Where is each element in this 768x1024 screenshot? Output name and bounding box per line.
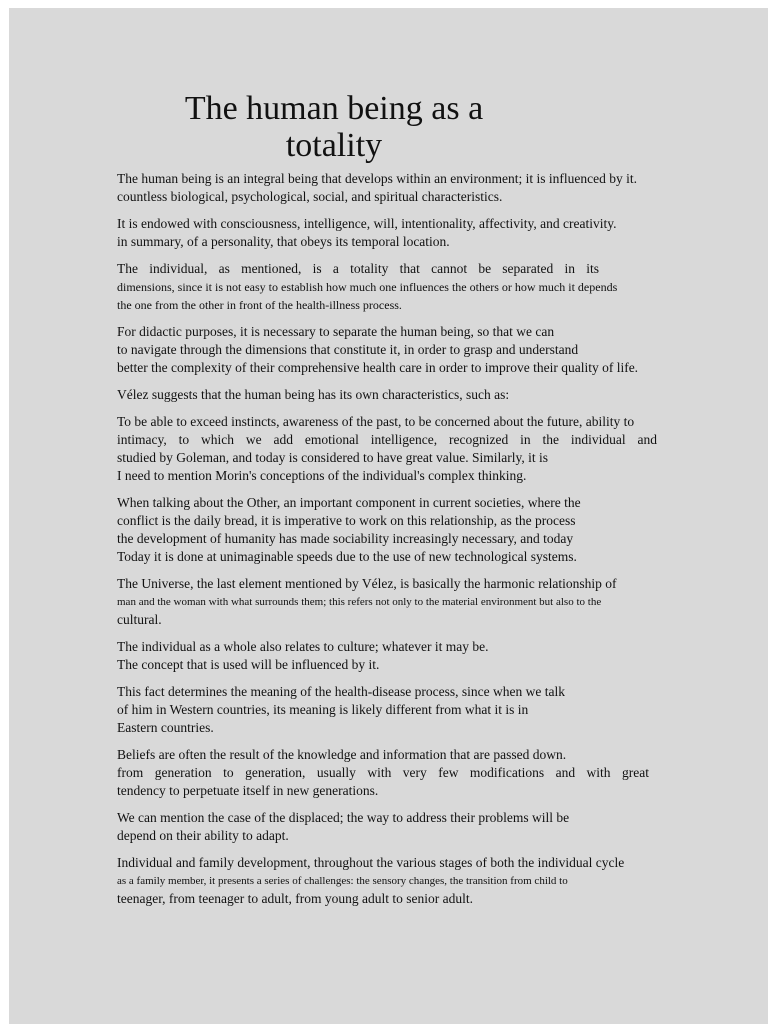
body-text xyxy=(117,170,717,917)
text-line: studied by Goleman, and today is considered to have great value. Similarly, it is xyxy=(117,450,549,465)
paragraph-2 xyxy=(117,215,717,251)
text-line: tendency to perpetuate itself in new generations. xyxy=(117,783,379,798)
text-line: in summary, of a personality, that obeys its temporal location. xyxy=(117,234,450,249)
text-line: as a family member, it presents a series of challenges: the sensory changes, the transition from child to xyxy=(117,875,568,887)
text-line: depend on their ability to adapt. xyxy=(117,828,289,843)
text-line: The concept that is used will be influenced by it. xyxy=(117,657,380,672)
paragraph-1 xyxy=(117,170,717,206)
paragraph-3 xyxy=(117,260,717,314)
text-line: of him in Western countries, its meaning is likely different from what it is in xyxy=(117,702,529,717)
text-line: When talking about the Other, an important component in current societies, where the xyxy=(117,495,581,510)
text-line: It is endowed with consciousness, intelligence, will, intentionality, affectivity, and creativity. xyxy=(117,216,617,231)
text-line: intimacy, to which we add emotional intelligence, recognized in the individual and xyxy=(117,432,657,447)
text-line: the development of humanity has made sociability increasingly necessary, and today xyxy=(117,531,574,546)
paragraph-4 xyxy=(117,323,717,377)
text-line: Eastern countries. xyxy=(117,720,214,735)
text-line: We can mention the case of the displaced; the way to address their problems will be xyxy=(117,810,570,825)
paragraph-11 xyxy=(117,746,717,800)
title-line-1: The human being as a xyxy=(184,90,484,127)
paragraph-8 xyxy=(117,575,717,629)
text-line: man and the woman with what surrounds them; this refers not only to the material environment but also to the xyxy=(117,596,602,608)
text-line: Beliefs are often the result of the knowledge and information that are passed down. xyxy=(117,747,567,762)
paragraph-13 xyxy=(117,854,717,908)
text-line: the one from the other in front of the health-illness process. xyxy=(117,298,402,312)
text-line: teenager, from teenager to adult, from young adult to senior adult. xyxy=(117,891,473,906)
text-line: To be able to exceed instincts, awareness of the past, to be concerned about the future, ability to xyxy=(117,414,635,429)
paragraph-10 xyxy=(117,683,717,737)
document-page xyxy=(9,8,768,1024)
text-line: The Universe, the last element mentioned by Vélez, is basically the harmonic relationship of xyxy=(117,576,617,591)
text-line: from generation to generation, usually with very few modifications and with great xyxy=(117,765,649,780)
text-line: dimensions, since it is not easy to establish how much one influences the others or how much it depends xyxy=(117,280,618,294)
text-line: conflict is the daily bread, it is imperative to work on this relationship, as the process xyxy=(117,513,576,528)
text-line: The individual, as mentioned, is a totality that cannot be separated in its xyxy=(117,261,599,276)
text-line: cultural. xyxy=(117,612,162,627)
text-line: to navigate through the dimensions that constitute it, in order to grasp and understand xyxy=(117,342,579,357)
text-line: Individual and family development, throughout the various stages of both the individual cycle xyxy=(117,855,625,870)
text-line: countless biological, psychological, social, and spiritual characteristics. xyxy=(117,189,503,204)
paragraph-6 xyxy=(117,413,717,485)
text-line: The human being is an integral being that develops within an environment; it is influenced by it. xyxy=(117,171,638,186)
page-title xyxy=(9,90,659,164)
text-line: I need to mention Morin's conceptions of the individual's complex thinking. xyxy=(117,468,527,483)
paragraph-5 xyxy=(117,386,717,404)
paragraph-7 xyxy=(117,494,717,566)
text-line: Vélez suggests that the human being has its own characteristics, such as: xyxy=(117,387,510,402)
text-line: For didactic purposes, it is necessary to separate the human being, so that we can xyxy=(117,324,555,339)
text-line: The individual as a whole also relates to culture; whatever it may be. xyxy=(117,639,489,654)
text-line: This fact determines the meaning of the health-disease process, since when we talk xyxy=(117,684,565,699)
paragraph-9 xyxy=(117,638,717,674)
text-line: better the complexity of their comprehensive health care in order to improve their quality of life. xyxy=(117,360,639,375)
text-line: Today it is done at unimaginable speeds due to the use of new technological systems. xyxy=(117,549,577,564)
title-line-2: totality xyxy=(285,127,383,164)
paragraph-12 xyxy=(117,809,717,845)
